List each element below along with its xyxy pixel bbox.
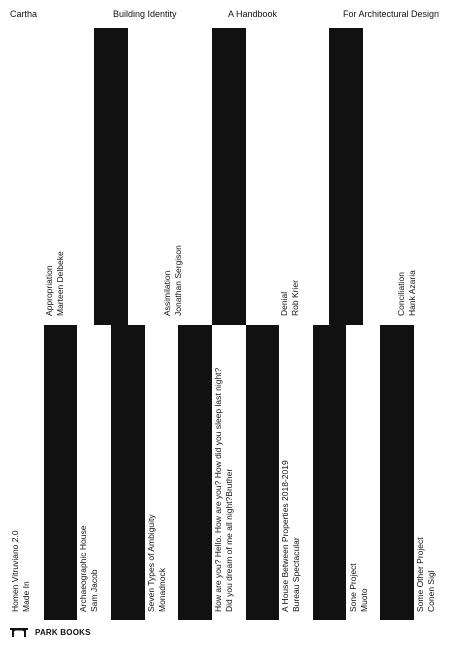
publisher-name: PARK BOOKS <box>35 628 91 637</box>
lower-entry-some-other-project <box>415 537 436 612</box>
entry-title: Sone Project <box>348 563 358 612</box>
lower-entry-archaeographic-house <box>78 526 99 612</box>
upper-bar-2 <box>212 28 246 325</box>
header-item-building-identity: Building Identity <box>113 9 177 19</box>
entry-author: Conen Sigl <box>425 570 436 612</box>
upper-entry-denial <box>279 280 300 316</box>
upper-entry-conciliation <box>396 270 417 316</box>
entry-author: Sam Jacob <box>88 569 99 612</box>
entry-title: Homen Vitruviano 2.0 <box>10 530 20 612</box>
header-item-handbook: A Handbook <box>228 9 278 19</box>
lower-entry-how-are-you <box>213 368 234 612</box>
lower-bar-2 <box>111 325 145 620</box>
header-item-cartha: Cartha <box>10 9 38 19</box>
entry-author: Made In <box>20 581 31 612</box>
lower-bar-3 <box>178 325 212 620</box>
upper-bar-1 <box>94 28 128 325</box>
entry-title: A House Between Properties 2018-2019 <box>280 460 290 612</box>
entry-author: Did you dream of me all night?Bruther <box>223 468 234 612</box>
lower-bar-1 <box>44 325 77 620</box>
entry-title: Appropriation <box>44 265 54 316</box>
entry-title: Assimilation <box>162 270 172 316</box>
entry-author: Jonathan Sergison <box>172 245 183 316</box>
upper-bar-3 <box>329 28 363 325</box>
lower-bar-6 <box>380 325 414 620</box>
entry-author: Hank Azaria <box>406 270 417 316</box>
lower-entry-house-between-properties <box>280 460 301 612</box>
entry-title: Some Other Project <box>415 537 425 612</box>
entry-title: How are you? Hello. How are you? How did you sleep last night? <box>213 367 223 612</box>
entry-title: Archaeographic House <box>78 525 88 612</box>
upper-entry-assimilation <box>162 245 183 316</box>
entry-author: Rob Krier <box>289 280 300 316</box>
lower-bar-4 <box>246 325 279 620</box>
lower-bar-5 <box>313 325 346 620</box>
entry-author: Muoto <box>358 588 369 612</box>
lower-entry-seven-types <box>146 514 167 612</box>
header-item-architectural-design: For Architectural Design <box>343 9 440 19</box>
lower-entry-homen-vitruviano <box>10 530 31 612</box>
entry-author: Bureau Spectacular <box>290 537 301 612</box>
entry-title: Seven Types of Ambiguity <box>146 514 156 612</box>
lower-entry-sone-project <box>348 563 369 612</box>
park-books-logo-icon <box>9 626 29 638</box>
entry-author: Monadnock <box>156 568 167 612</box>
entry-author: Marteen Delbeke <box>54 251 65 316</box>
entry-title: Conciliation <box>396 272 406 316</box>
entry-title: Denial <box>279 291 289 316</box>
upper-entry-appropriation <box>44 251 65 316</box>
